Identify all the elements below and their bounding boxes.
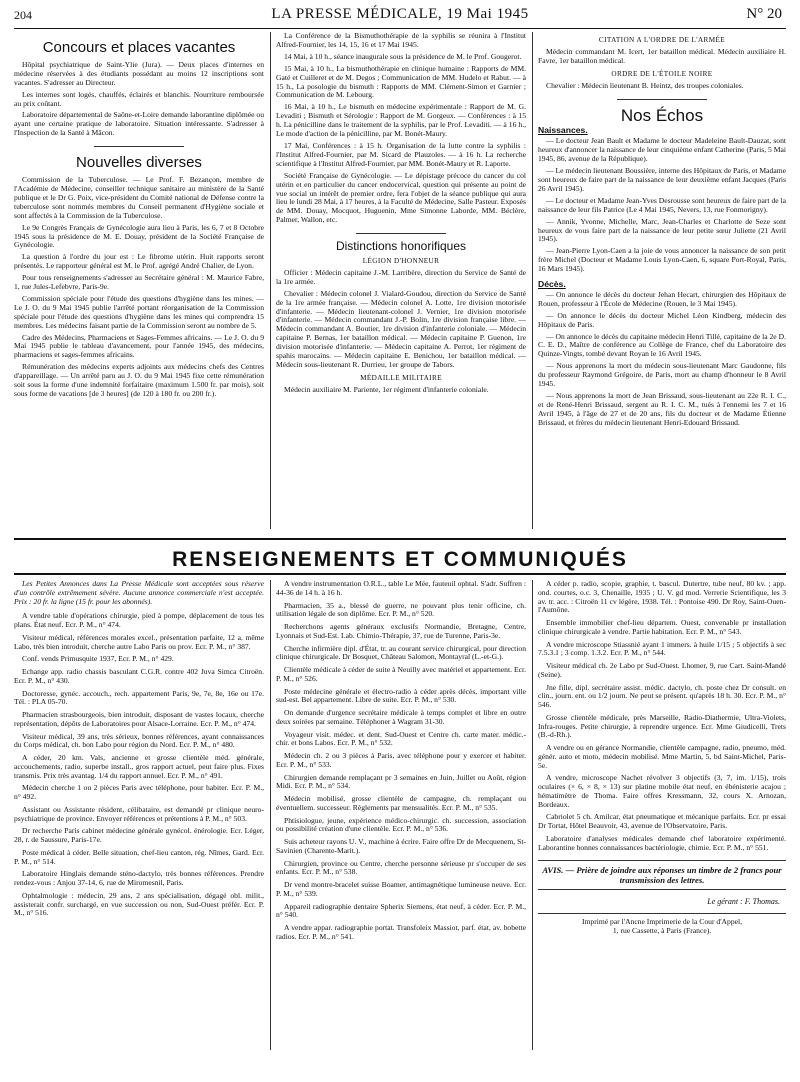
- column-divider: [270, 32, 271, 529]
- subsection-legion: LÉGION D'HONNEUR: [362, 257, 440, 266]
- notice-box: AVIS. — Prière de joindre aux réponses un timbre de 2 francs pour transmission des lettres.: [538, 860, 786, 890]
- classified-ad: A céder p. radio, scopie, graphie, t. bascul. Dutertre, tube neuf, 80 kv. ; app. ond. courtes, o.c. 3, Chenaille, 1935 ; U. V. gd mod. Verrerie Scientifique, les 3 av. tr. acc. : Citroën 11 cv légère, 1938. Tél. : Pontoise 490. Dr Roy, Saint-Ouen-l'Aumône.: [538, 579, 786, 615]
- classified-ad: Cherche infirmière dipl. d'État, tr. au courant service chirurgical, pour direction clinique chirurgicale. Dr Bosquet, Château Salomon, Montayral (L.-et-G.).: [276, 643, 526, 662]
- classified-ad: Conf. vends Primusquite 1937, Ecr. P. M., n° 429.: [22, 654, 174, 664]
- separator: [617, 99, 707, 100]
- classified-ad: Cabriolet 5 ch. Amilcar, état pneumatique et mécanique parfaits. Ecr. pr essai Dr Tortat, Hôtel Beauvoir, 43, avenue de l'Observatoire, Paris.: [538, 812, 786, 830]
- column-divider: [532, 580, 533, 1050]
- article-paragraph: — Le médecin lieutenant Boussière, interne des Hôpitaux de Paris, et Madame sont heureux de faire part de la naissance de leur deuxième enfant Jacques (Paris 26 Avril 1945).: [538, 166, 786, 193]
- classified-ad: Voyageur visit. médec. et dent. Sud-Ouest et Centre ch. carte mater. médic.-chir. et bons Labos. Ecr. P. M., n° 532.: [276, 729, 526, 748]
- section-title-distinctions: Distinctions honorifiques: [335, 239, 467, 254]
- article-paragraph: Société Française de Gynécologie. — Le dépistage précoce du cancer du col utérin et en particulier du cancer endocervical, question qui présente au point de vue social un intérêt de premier ordre, fera l'objet de la séance publique qui aura lieu le lundi 28 Mai, à 17 heures, à la Faculté de Médecine, Salle Pasteur. Exposés de MM. Douay, Mocquot, Huguenin, Mme Simonne Laborde, MM. Béclère, Palmer, Wallon, etc.: [276, 170, 526, 225]
- heading-naissances: Naissances.: [538, 125, 588, 136]
- classified-ad: Recherchons agents généraux exclusifs Normandie, Bretagne, Centre, Lyonnais et Sud-Est. Lab. Chimio-Thérapie, 37, rue de Turenne, Paris-3e.: [276, 622, 526, 640]
- classified-ad: Echange app. radio chassis basculant C.G.R. contre 402 Juva Simca Citroën. Ecr. P. M., n° 430.: [14, 667, 264, 685]
- article-paragraph: 17 Mai, Conférences : à 15 h. Organisation de la lutte contre la syphilis : l'Institut Alfred-Fournier, par M. Sicard de Plauzoles. — à 16 h. La recherche scientifique à l'Institut Alfred-Fournier, par MM. Bonét-Maury et R. Laporte.: [276, 140, 526, 168]
- separator: [356, 233, 446, 234]
- classified-ad: Dr recherche Paris cabinet médecine générale gynécol. énérologie. Ecr. Léger, 28, r. de Saussure, Paris-17e.: [14, 826, 264, 844]
- classified-ad: Doctoresse, gynéc. accouch., rech. appartement Paris, 9e, 7e, 8e, 16e ou 17e. Tél. : PLA 05-70.: [14, 688, 264, 707]
- classified-ad: Médecin cherche 1 ou 2 pièces Paris avec téléphone, pour habiter. Ecr. P. M., n° 492.: [14, 783, 264, 801]
- classified-ad: Visiteur médical, 39 ans, très sérieux, bonnes références, ayant connaissances du Corps médical, ch. bon Labo pour région du Nord. Ecr. P. M., n° 480.: [14, 731, 264, 750]
- issue-number: N° 20: [746, 6, 782, 22]
- article-paragraph: Commission spéciale pour l'étude des questions d'hygiène dans les mines. — Le J. O. du 9 Mai 1945 publie l'arrêté portant réorganisation de la Commission spéciale pour l'étude des questions d'hygiène dans les mines qui comprendra 15 membres. Les médecins faisant partie de la Commission seront au nombre de 5.: [14, 293, 264, 330]
- classified-ad: Jne fille, dipl. secrétaire assist. médic. dactylo, ch. poste chez Dr consult. en clin., journ. ent. ou 1/2 journ. Ne peut se présent. qu'après 18 h. 30. Ecr. P. M., n° 546.: [538, 682, 786, 709]
- article-paragraph: 16 Mai, à 10 h., Le bismuth en médecine expérimentale : Rapport de M. G. Levaditi ; Bismuth et Sérologie : Rapport de M. Gorgeux. — Conférences : à 15 h. La pénicilline dans le traitement de la syphilis, par le Prof. Levaditi. — à 16 h., Le mode d'action de la pénicilline, par M. Bonét-Maury.: [276, 102, 526, 139]
- article-paragraph: — Nous apprenons la mort du médecin sous-lieutenant Marc Gaudonne, fils du professeur Raymond Grégoire, de Paris, mort au champ d'honneur le 8 Avril 1945.: [538, 361, 786, 389]
- classified-ad: On demande d'urgence secrétaire médicale à temps complet et libre en outre deux soirées par semaine. Téléphoner à Wagram 31-30.: [276, 708, 526, 726]
- classified-ad: Pharmacien strasbourgeois, bien introduit, disposant de vastes locaux, cherche représentation, dépôts de Laboratoires pour Alsace-Lorraine. Ecr. P. M., n° 474.: [14, 710, 264, 728]
- article-paragraph: — On annonce le décès du docteur Michel Léon Kindberg, médecin des Hôpitaux de Paris.: [538, 310, 786, 329]
- classified-ad: Pharmacien, 35 a., blessé de guerre, ne pouvant plus tenir officine, ch. utilisation légale de son diplôme. Ecr. P. M., n° 520.: [276, 600, 526, 619]
- classified-ad: Appareil radiographie dentaire Spherix Siemens, état neuf, à céder. Ecr. P. M., n° 540.: [276, 901, 526, 920]
- subsection-citation: CITATION A L'ORDRE DE L'ARMÉE: [598, 36, 726, 44]
- article-paragraph: Rémunération des médecins experts adjoints aux médecins chefs des Centres d'appareillage. — Un arrêté paru au J. O. du 9 Mai 1945 fixe cette rémunération soit sous la forme d'une indemnité forfaitaire (maximum 1.500 fr. par mois), soit sous forme de vacations [de 3 heures] (de 120 à 180 fr. ou 200 fr.).: [14, 362, 264, 398]
- classified-ad: Visiteur médical, références morales excel., présentation parfaite, 12 a. même Labo, très bien introduit, cherche autre Labo Paris ou prov. Ecr. P. M., n° 387.: [14, 632, 264, 651]
- classified-ad: A vendre instrumentation O.R.L., table Le Mée, fauteuil ophtal. S'adr. Suffren : 44-36 de 14 h. à 16 h.: [276, 579, 526, 597]
- page-header: [14, 4, 786, 29]
- article-paragraph: Officier : Médecin capitaine J.-M. Larribère, direction du Service de Santé de la 1re armée.: [276, 267, 526, 286]
- article-paragraph: Cadre des Médecins, Pharmaciens et Sages-Femmes africains. — Le J. O. du 9 Mai 1945 publie le tableau d'avancement, pour l'année 1945, des médecins, pharmaciens et sages-femmes africains.: [14, 332, 264, 360]
- printer-line: Imprimé par l'Ancne Imprimerie de la Cour d'Appel,: [581, 917, 743, 926]
- article-paragraph: Les internes sont logés, chauffés, éclairés et blanchis. Nourriture remboursée au prix coûtant.: [14, 89, 264, 108]
- section-title-concours: Concours et places vacantes: [42, 39, 236, 56]
- article-paragraph: Chevalier : Médecin colonel J. Vialard-Goudou, direction du Service de Santé de la 1re armée française. — Médecin colonel A. Lotte, 1re division motorisée d'infanterie. — Médecin lieutenant-colonel J. Vernier, 1re division motorisée d'infanterie. — Médecin commandant J.-P. Bolin, 1re division française libre. — Médecin commandant A. Boutier, 1re division d'infanterie coloniale. — Médecin capitaine P. Bernas, 1er bataillon médical. — Médecin capitaine P. Guenon, 1re division motorisée d'infanterie. — Médecin capitaine A. Perrot, 1er régiment de spahis marocains. — Médecin capitaine E. Benichou, 1er bataillon médical. — Médecin sous-lieutenant R. Durrieu, 1er groupe de Tabors.: [276, 288, 526, 369]
- article-paragraph: Médecin auxiliaire M. Pariente, 1er régiment d'infanterie coloniale.: [284, 384, 489, 394]
- classified-ad: Ensemble immobilier chef-lieu départem. Ouest, convenable pr installation clinique chirurgicale à vendre. Partie habitation. Ecr. P. M., n° 543.: [538, 618, 786, 636]
- article-paragraph: Médecin commandant M. Icert, 1er bataillon médical. Médecin auxiliaire H. Favre, 1er bataillon médical.: [538, 46, 786, 65]
- article-paragraph: — Jean-Pierre Lyon-Caen a la joie de vous annoncer la naissance de son petit frère Michel (Docteur et Madame Louis Lyon-Caen, 6, square Port-Royal, Paris, 16 Mars 1945).: [538, 246, 786, 274]
- section-rule: [14, 573, 786, 575]
- classified-ad: A vendre, microscope Nachet révolver 3 objectifs (3, 7, im. 1/15), trois oculaires (× 6, × 8, × 13) sur platine mobile état neuf, en ébénisterie acajou ; hématimètre de Thoma. Faire offres Kressmann, 32, cours X. Arnozan, Bordeaux.: [538, 773, 786, 809]
- article-paragraph: Chevalier : Médecin lieutenant B. Heintz, des troupes coloniales.: [546, 80, 744, 90]
- article-paragraph: La question à l'ordre du jour est : Le fibrome utérin. Huit rapports seront présentés. Le rapporteur général est M. le Prof. agrégé André Chalier, de Lyon.: [14, 252, 264, 271]
- printer-imprint: [538, 913, 786, 936]
- classified-ad: Dr vend montre-bracelet suisse Boamer, antimagnétique lumineuse neuve. Ecr. P. M., n° 539.: [276, 880, 526, 898]
- separator: [94, 146, 184, 147]
- article-paragraph: La Conférence de la Bismuthothérapie de la syphilis se réunira à l'Institut Alfred-Fournier, les 14, 15, 16 et 17 Mai 1945.: [276, 31, 526, 49]
- page-number: 204: [14, 8, 32, 22]
- printer-line: 1, rue Cassette, à Paris (France).: [612, 925, 712, 935]
- classifieds-column-1: [14, 580, 264, 922]
- newspaper-page: [14, 0, 786, 1082]
- subsection-etoile: ORDRE DE L'ÉTOILE NOIRE: [611, 69, 713, 78]
- classified-ad: Chirurgien demande remplaçant pr 3 semaines en Juin, Juillet ou Août, région Midi. Ecr. P. M., n° 534.: [276, 772, 526, 791]
- classifieds-intro: Les Petites Annonces dans La Presse Médicale sont acceptées sous réserve d'un contrôle extrêmement sévère. Aucune annonce commerciale n'est acceptée. Prix : 20 fr. la ligne (15 fr. pour les abonnés).: [14, 579, 264, 606]
- classified-ad: Laboratoire d'analyses médicales demande chef laboratoire expérimenté. Laborantine bonnes connaissances bactériologie, chimie. Ecr. P. M., n° 551.: [538, 833, 786, 852]
- classified-ad: A vendre microscope Stiassnié ayant 1 immers. à huile 1/15 ; 5 objectifs à sec 7.5.3.1 ; 3 comp. 1.3.2. Ecr. P. M., n° 544.: [538, 639, 786, 658]
- article-paragraph: 15 Mai, à 10 h., La bismuthothérapie en clinique humaine : Rapports de MM. Gaté et Cuilleret et de M. Degos ; Communication de MM. Hudelo et Rabut. — à 15 h., La posologie du bismuth : Rapports de MM. Clément-Simon et Garnier ; Communication de M. Lebourg.: [276, 63, 526, 100]
- manager-signature: Le gérant : F. Thomas.: [707, 897, 780, 907]
- classified-ad: Poste médical à céder. Belle situation, chef-lieu canton, rég. Nîmes, Gard. Ecr. P. M., n° 514.: [14, 847, 264, 866]
- section-title-nouvelles: Nouvelles diverses: [76, 154, 202, 172]
- article-paragraph: Hôpital psychiatrique de Saint-Ylie (Jura). — Deux places d'internes en médecine réservées à des étudiants possédant au moins 12 inscriptions sont vacantes. S'adresser au Directeur.: [14, 59, 264, 87]
- classified-ad: Grosse clientèle médicale, près Marseille, Radio-Diathermie, Ultra-Violets, Infra-rouges. Petite chirurgie, à reprendre urgence. Ecr. Mme Giudicelli, Trets (B.-d-Rh.).: [538, 712, 786, 740]
- classified-ad: Chirurgien, province ou Centre, cherche personne sérieuse pr s'occuper de ses enfants. Ecr. P. M., n° 538.: [276, 858, 526, 877]
- classified-ad: A vendre appar. radiographie portat. Transfoleix Massiot, parf. état, av. bobette radios. Ecr. P. M., n° 541.: [276, 923, 526, 941]
- classified-ad: Médecin ch. 2 ou 3 pièces à Paris, avec téléphone pour y exercer et habiter. Ecr. P. M., n° 533.: [276, 751, 526, 769]
- article-paragraph: 14 Mai, à 10 h., séance inaugurale sous la présidence de M. le Prof. Gougerot.: [284, 51, 522, 61]
- classified-ad: Poste médecine générale et électro-radio à céder après décès, important ville sud-est. Bel appartement. Libre de suite. Ecr. P. M., n° 530.: [276, 686, 526, 705]
- article-paragraph: — Nous apprenons la mort de Jean Brissaud, sous-lieutenant au 22e R. I. C., et de René-Henri Brissaud, sergent au R. I. C. M., tués à l'ennemi les 7 et 16 Avril 1945, à l'âge de 27 et de 20 ans, fils du docteur et de Madame Étienne Brissaud, et frères du médecin lieutenant Henri-Edouard Brissaud.: [538, 391, 786, 427]
- classifieds-title: RENSEIGNEMENTS ET COMMUNIQUÉS: [172, 548, 628, 571]
- classifieds-column-3: [538, 580, 786, 936]
- journal-title: LA PRESSE MÉDICALE, 19 Mai 1945: [271, 6, 529, 22]
- column-divider: [270, 580, 271, 1050]
- classified-ad: A céder, 20 km. Vals, ancienne et grosse clientèle méd. générale, accouchements, radio, superbe install., gros rapport actuel, peut faire plus. Fixes transmis. Prix très avantag. 1/4 du rapport annuel. Ecr. P. M., n° 491.: [14, 753, 264, 780]
- subsection-medaille: MÉDAILLE MILITAIRE: [360, 373, 442, 382]
- classifieds-column-2: [276, 580, 526, 946]
- classified-ad: Ophtalmologie : médecin, 29 ans, 2 ans spécialisation, dégagé obl. milit., assisterait confr. surchargé, en vue succession ou non, Sud-Ouest préfér. Ecr. P. M., n° 516.: [14, 890, 264, 918]
- article-paragraph: — On annonce le décès du capitaine médecin Henri Tillé, capitaine de la 2e D. C. E. D., Maître de conférence au Collège de France, chef du Laboratoire des Quinze-Vingts, tombé devant Royan le 16 Avril 1945.: [538, 331, 786, 359]
- article-paragraph: Laboratoire départemental de Saône-et-Loire demande laborantine diplômée ou ayant une certaine pratique de laboratoire. Situation intéressante. S'adresser à l'Inspection de la Santé à Mâcon.: [14, 110, 264, 138]
- column-3: [538, 32, 786, 431]
- article-paragraph: Commission de la Tuberculose. — Le Prof. F. Bezançon, membre de l'Académie de Médecine, conseiller technique sanitaire au ministère de la Santé publique et le Dr G. Poix, vice-président du Comité national de Défense contre la tuberculose sont nommés membres du Conseil permanent d'Hygiène sociale et sont affectés à la Commission de la Tuberculose.: [14, 175, 264, 220]
- article-paragraph: Pour tous renseignements s'adresser au Secrétaire général : M. Maurice Fabre, 1, rue Jules-Lefebvre, Paris-9e.: [14, 273, 264, 292]
- column-1: [14, 32, 264, 402]
- classified-ad: Assistant ou Assistante résident, célibataire, est demandé pr clinique neuro-psychiatrique de province. Envoyer références et prétentions à P. M., n° 503.: [14, 804, 264, 823]
- article-paragraph: — On annonce le décès du docteur Jehan Hecart, chirurgien des Hôpitaux de Rouen, professeur à l'École de Médecine (Rouen, le 3 Mai 1945).: [538, 289, 786, 308]
- classified-ad: Clientèle médicale à céder de suite à Neuilly avec matériel et appartement. Ecr. P. M., n° 526.: [276, 665, 526, 683]
- classified-ad: Visiteur médical ch. 2e Labo pr Sud-Ouest. Lhomer, 9, rue Cart. Saint-Mandé (Seine).: [538, 661, 786, 679]
- article-paragraph: — Le docteur Jean Bault et Madame le docteur Madeleine Bault-Dauzat, sont heureux d'annoncer la naissance de leur cinquième enfant Catherine (Paris, 5 Mai 1945, 86, avenue de la République).: [538, 136, 786, 164]
- column-divider: [532, 32, 533, 529]
- classified-ad: Suis acheteur rayons U. V., machine à écrire. Faire offre Dr de Mecquenem, St-Savinien (Charente-Marit.).: [276, 837, 526, 855]
- classified-ad: Médecin mobilisé, grosse clientèle de campagne, ch. remplaçant ou éventuellem. successeur. Règlements par mensualités. Ecr. P. M., n° 535.: [276, 794, 526, 812]
- section-rule: [14, 538, 786, 540]
- column-2: [276, 32, 526, 398]
- classified-ad: A vendre ou en gérance Normandie, clientèle campagne, radio, pneumo, méd. génér. auto et moto, médecin mobilisé. Mme Martin, 5, bd Saint-Michel, Paris-5e.: [538, 743, 786, 770]
- article-paragraph: Le 9e Congrès Français de Gynécologie aura lieu à Paris, les 6, 7 et 8 Octobre 1945 sous la présidence de M. E. Douay, président de la Société Française de Gynécologie.: [14, 222, 264, 250]
- article-paragraph: — Le docteur et Madame Jean-Yves Desrousse sont heureux de faire part de la naissance de leur fils Patrice (Le 4 Mai 1945, Nevers, 13, rue Fonmorigny).: [538, 195, 786, 214]
- article-paragraph: — Annik, Yvonne, Michelle, Marc, Jean-Charles et Charlotte de Seze sont heureux de vous faire part de la naissance de leur petite sœur Juliette (21 Avril 1945).: [538, 216, 786, 244]
- classified-ad: Phtisiologue, jeune, expérience médico-chirurgic. ch. succession, association ou possibilité création d'une clientèle. Ecr. P. M., n° 536.: [276, 815, 526, 834]
- heading-deces: Décès.: [538, 279, 566, 290]
- classified-ad: Laboratoire Hinglais demande sténo-dactylo, très bonnes références. Prendre rendez-vous : Anjou 37-14, 6, rue de Miromesnil, Paris.: [14, 869, 264, 887]
- classified-ad: A vendre table d'opérations chirurgie, pied à pompe, déplacement de tous les plans. État neuf. Ecr. P. M., n° 474.: [14, 611, 264, 629]
- section-title-echos: Nos Échos: [620, 105, 704, 125]
